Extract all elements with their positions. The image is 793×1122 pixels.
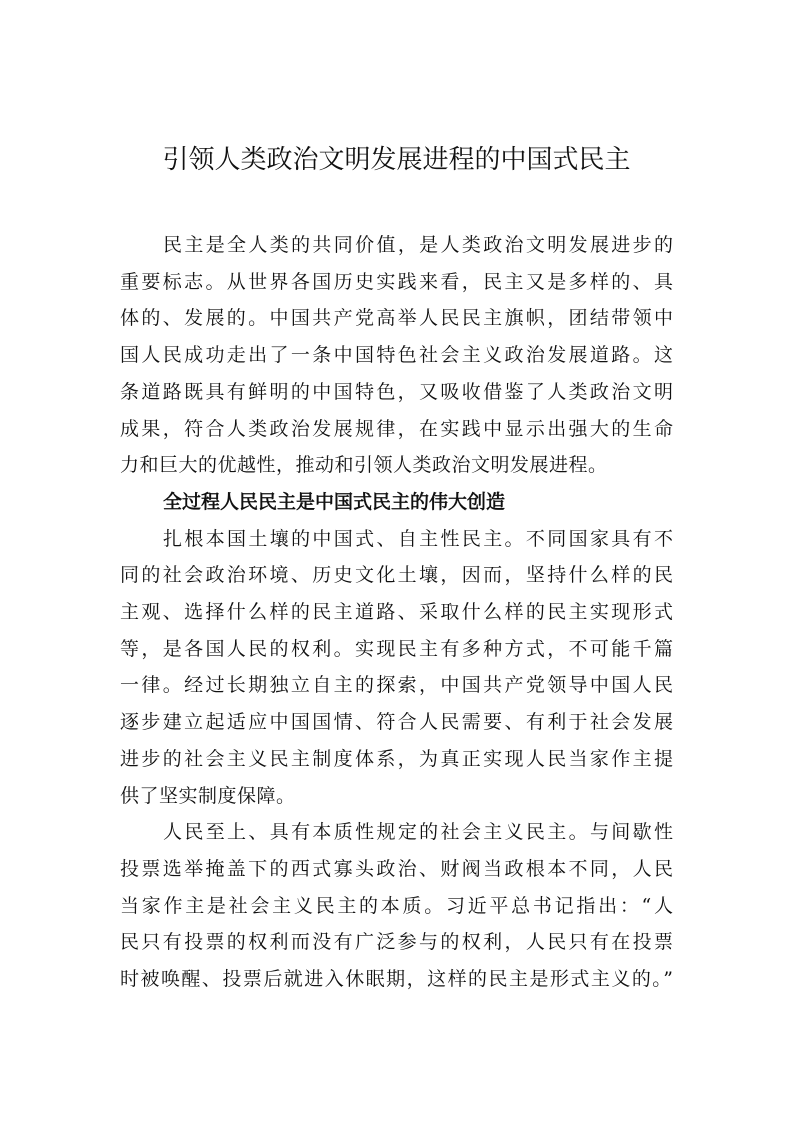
text-line: 条道路既具有鲜明的中国特色，又吸收借鉴了人类政治文明 [120, 380, 673, 403]
text-line: 国人民成功走出了一条中国特色社会主义政治发展道路。这 [120, 344, 673, 367]
document-body [120, 227, 673, 998]
text-line: 成果，符合人类政治发展规律，在实践中显示出强大的生命 [120, 417, 673, 440]
text-line: 时被唤醒、投票后就进入休眠期，这样的民主是形式主义的。” [120, 968, 673, 991]
paragraph-people-first [120, 814, 673, 998]
text-line: 一律。经过长期独立自主的探索，中国共产党领导中国人民 [120, 674, 673, 697]
text-line: 主观、选择什么样的民主道路、采取什么样的民主实现形式 [120, 601, 673, 624]
text-line: 力和巨大的优越性，推动和引领人类政治文明发展进程。 [120, 454, 608, 477]
text-line: 民主是全人类的共同价值，是人类政治文明发展进步的 [163, 234, 673, 256]
text-line: 扎根本国土壤的中国式、自主性民主。不同国家具有不 [163, 527, 673, 550]
text-line: 逐步建立起适应中国国情、符合人民需要、有利于社会发展 [120, 711, 673, 734]
document-title: 引领人类政治文明发展进程的中国式民主 [162, 145, 631, 175]
text-line: 体的、发展的。中国共产党高举人民民主旗帜，团结带领中 [120, 307, 673, 330]
text-line: 民只有投票的权利而没有广泛参与的权利，人民只有在投票 [120, 931, 673, 954]
text-line: 等，是各国人民的权利。实现民主有多种方式，不可能千篇 [120, 637, 673, 660]
text-line: 重要标志。从世界各国历史实践来看，民主又是多样的、具 [120, 270, 673, 293]
section-heading: 全过程人民民主是中国式民主的伟大创造 [163, 490, 506, 513]
text-line: 当家作主是社会主义民主的本质。习近平总书记指出：“人 [120, 894, 673, 917]
paragraph-rooted-democracy [120, 521, 673, 815]
text-line: 同的社会政治环境、历史文化土壤，因而，坚持什么样的民 [120, 564, 673, 587]
text-line: 供了坚实制度保障。 [120, 784, 296, 807]
text-line: 进步的社会主义民主制度体系，为真正实现人民当家作主提 [120, 747, 673, 770]
text-line: 人民至上、具有本质性规定的社会主义民主。与间歇性 [163, 821, 673, 844]
text-line: 投票选举掩盖下的西式寡头政治、财阀当政根本不同，人民 [120, 857, 673, 880]
paragraph-intro [120, 227, 673, 484]
